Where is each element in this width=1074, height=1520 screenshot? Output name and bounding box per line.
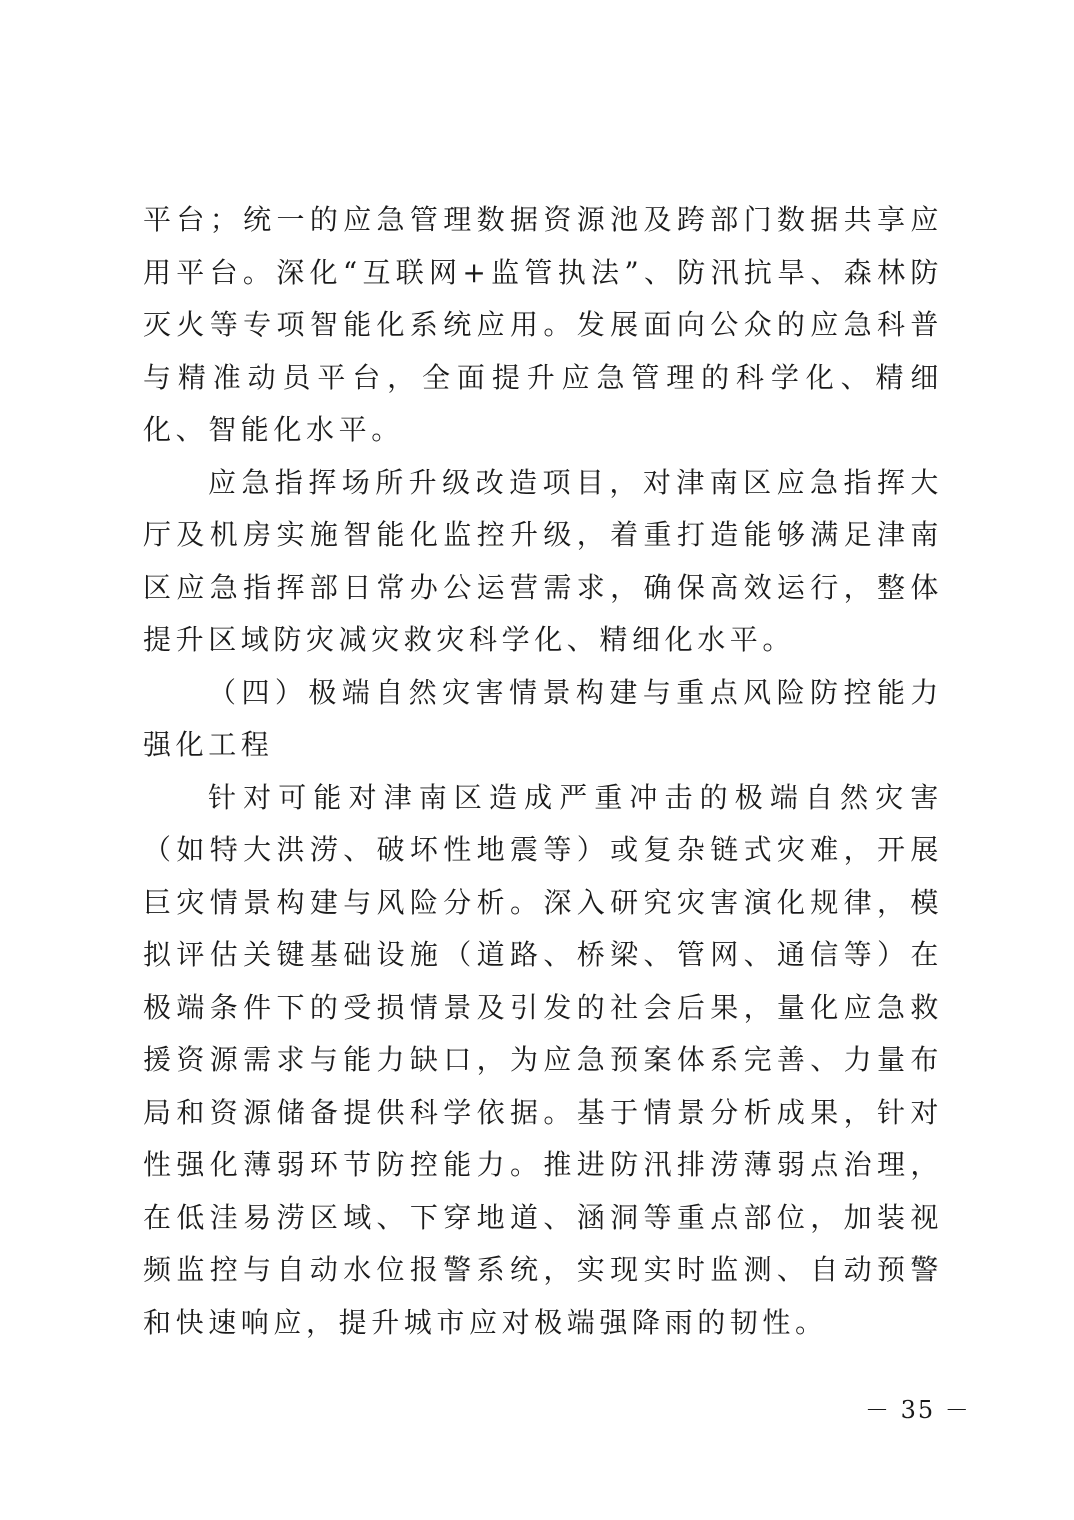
paragraph-command-center-upgrade: 应急指挥场所升级改造项目，对津南区应急指挥大厅及机房实施智能化监控升级，着重打造能够满足津南区应急指挥部日常办公运营需求，确保高效运行，整体提升区域防灾减灾救灾科学化、精细化水平。 — [143, 465, 943, 656]
page-number: － 35 － — [865, 1396, 971, 1424]
page-body — [143, 194, 943, 1349]
section-heading-4: （四）极端自然灾害情景构建与重点风险防控能力强化工程 — [143, 675, 943, 761]
paragraph-extreme-disaster-scenarios: 针对可能对津南区造成严重冲击的极端自然灾害（如特大洪涝、破坏性地震等）或复杂链式灾难，开展巨灾情景构建与风险分析。深入研究灾害演化规律，模拟评估关键基础设施（道路、桥梁、管网、通信等）在极端条件下的受损情景及引发的社会后果，量化应急救援资源需求与能力缺口，为应急预案体系完善、力量布局和资源储备提供科学依据。基于情景分析成果，针对性强化薄弱环节防控能力。推进防汛排涝薄弱点治理，在低洼易涝区域、下穿地道、涵洞等重点部位，加装视频监控与自动水位报警系统，实现实时监测、自动预警和快速响应，提升城市应对极端强降雨的韧性。 — [143, 780, 943, 1339]
paragraph-platform-continuation: 平台；统一的应急管理数据资源池及跨部门数据共享应用平台。深化“互联网+监管执法”、防汛抗旱、森林防灭火等专项智能化系统应用。发展面向公众的应急科普与精准动员平台，全面提升应急管理的科学化、精细化、智能化水平。 — [143, 203, 943, 446]
